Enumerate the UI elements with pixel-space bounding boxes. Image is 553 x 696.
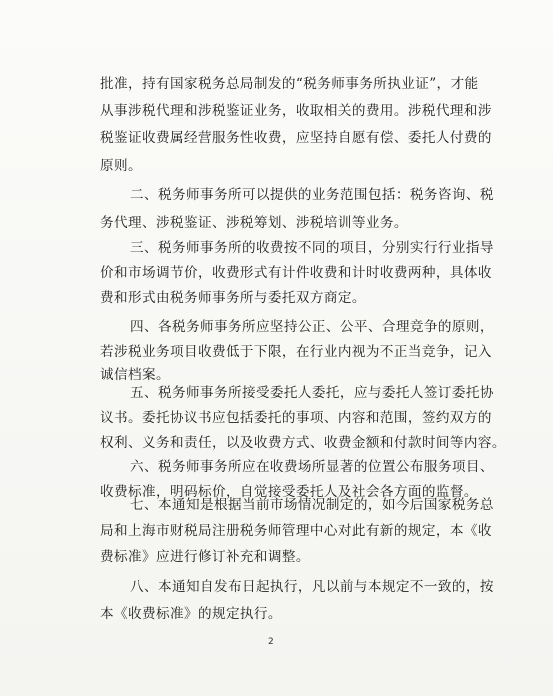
text-line: 五、税务师事务所接受委托人委托，应与委托人签订委托协: [130, 385, 494, 401]
text-line: 八、本通知自发布日起执行，凡以前与本规定不一致的，按: [130, 579, 494, 595]
text-line: 费标准》应进行修订补充和调整。: [100, 549, 310, 565]
text-line: 费和形式由税务师事务所与委托双方商定。: [100, 290, 366, 306]
text-line: 局和上海市财税局注册税务师管理中心对此有新的规定，本《收: [100, 523, 492, 539]
text-line: 税鉴证收费属经营服务性收费，应坚持自愿有偿、委托人付费的: [100, 130, 492, 146]
page-number: 2: [268, 637, 274, 647]
text-line: 原则。: [100, 158, 142, 174]
text-line: 二、税务师事务所可以提供的业务范围包括：税务咨询、税: [130, 187, 494, 203]
text-line: 六、税务师事务所应在收费场所显著的位置公布服务项目、: [130, 459, 494, 475]
text-line: 四、各税务师事务所应坚持公正、公平、合理竞争的原则，: [130, 319, 494, 335]
text-line: 从事涉税代理和涉税鉴证业务，收取相关的费用。涉税代理和涉: [100, 103, 492, 119]
text-line: 诚信档案。: [100, 367, 170, 383]
text-line: 议书。委托协议书应包括委托的事项、内容和范围，签约双方的: [100, 410, 492, 426]
text-line: 收费标准，明码标价，自觉接受委托人及社会各方面的监督。: [100, 484, 478, 500]
text-line: 权利、义务和责任，以及收费方式、收费金额和付款时间等内容。: [100, 435, 506, 451]
text-line: 七、本通知是根据当前市场情况制定的，如今后国家税务总: [130, 497, 494, 513]
text-line: 务代理、涉税鉴证、涉税筹划、涉税培训等业务。: [100, 215, 408, 231]
text-line: 价和市场调节价，收费形式有计件收费和计时收费两种，具体收: [100, 265, 492, 281]
text-line: 批准，持有国家税务总局制发的“税务师事务所执业证”，才能: [100, 76, 479, 92]
text-line: 三、税务师事务所的收费按不同的项目，分别实行行业指导: [130, 240, 494, 256]
text-line: 若涉税业务项目收费低于下限，在行业内视为不正当竞争，记入: [100, 344, 492, 360]
text-line: 本《收费标准》的规定执行。: [100, 606, 282, 622]
